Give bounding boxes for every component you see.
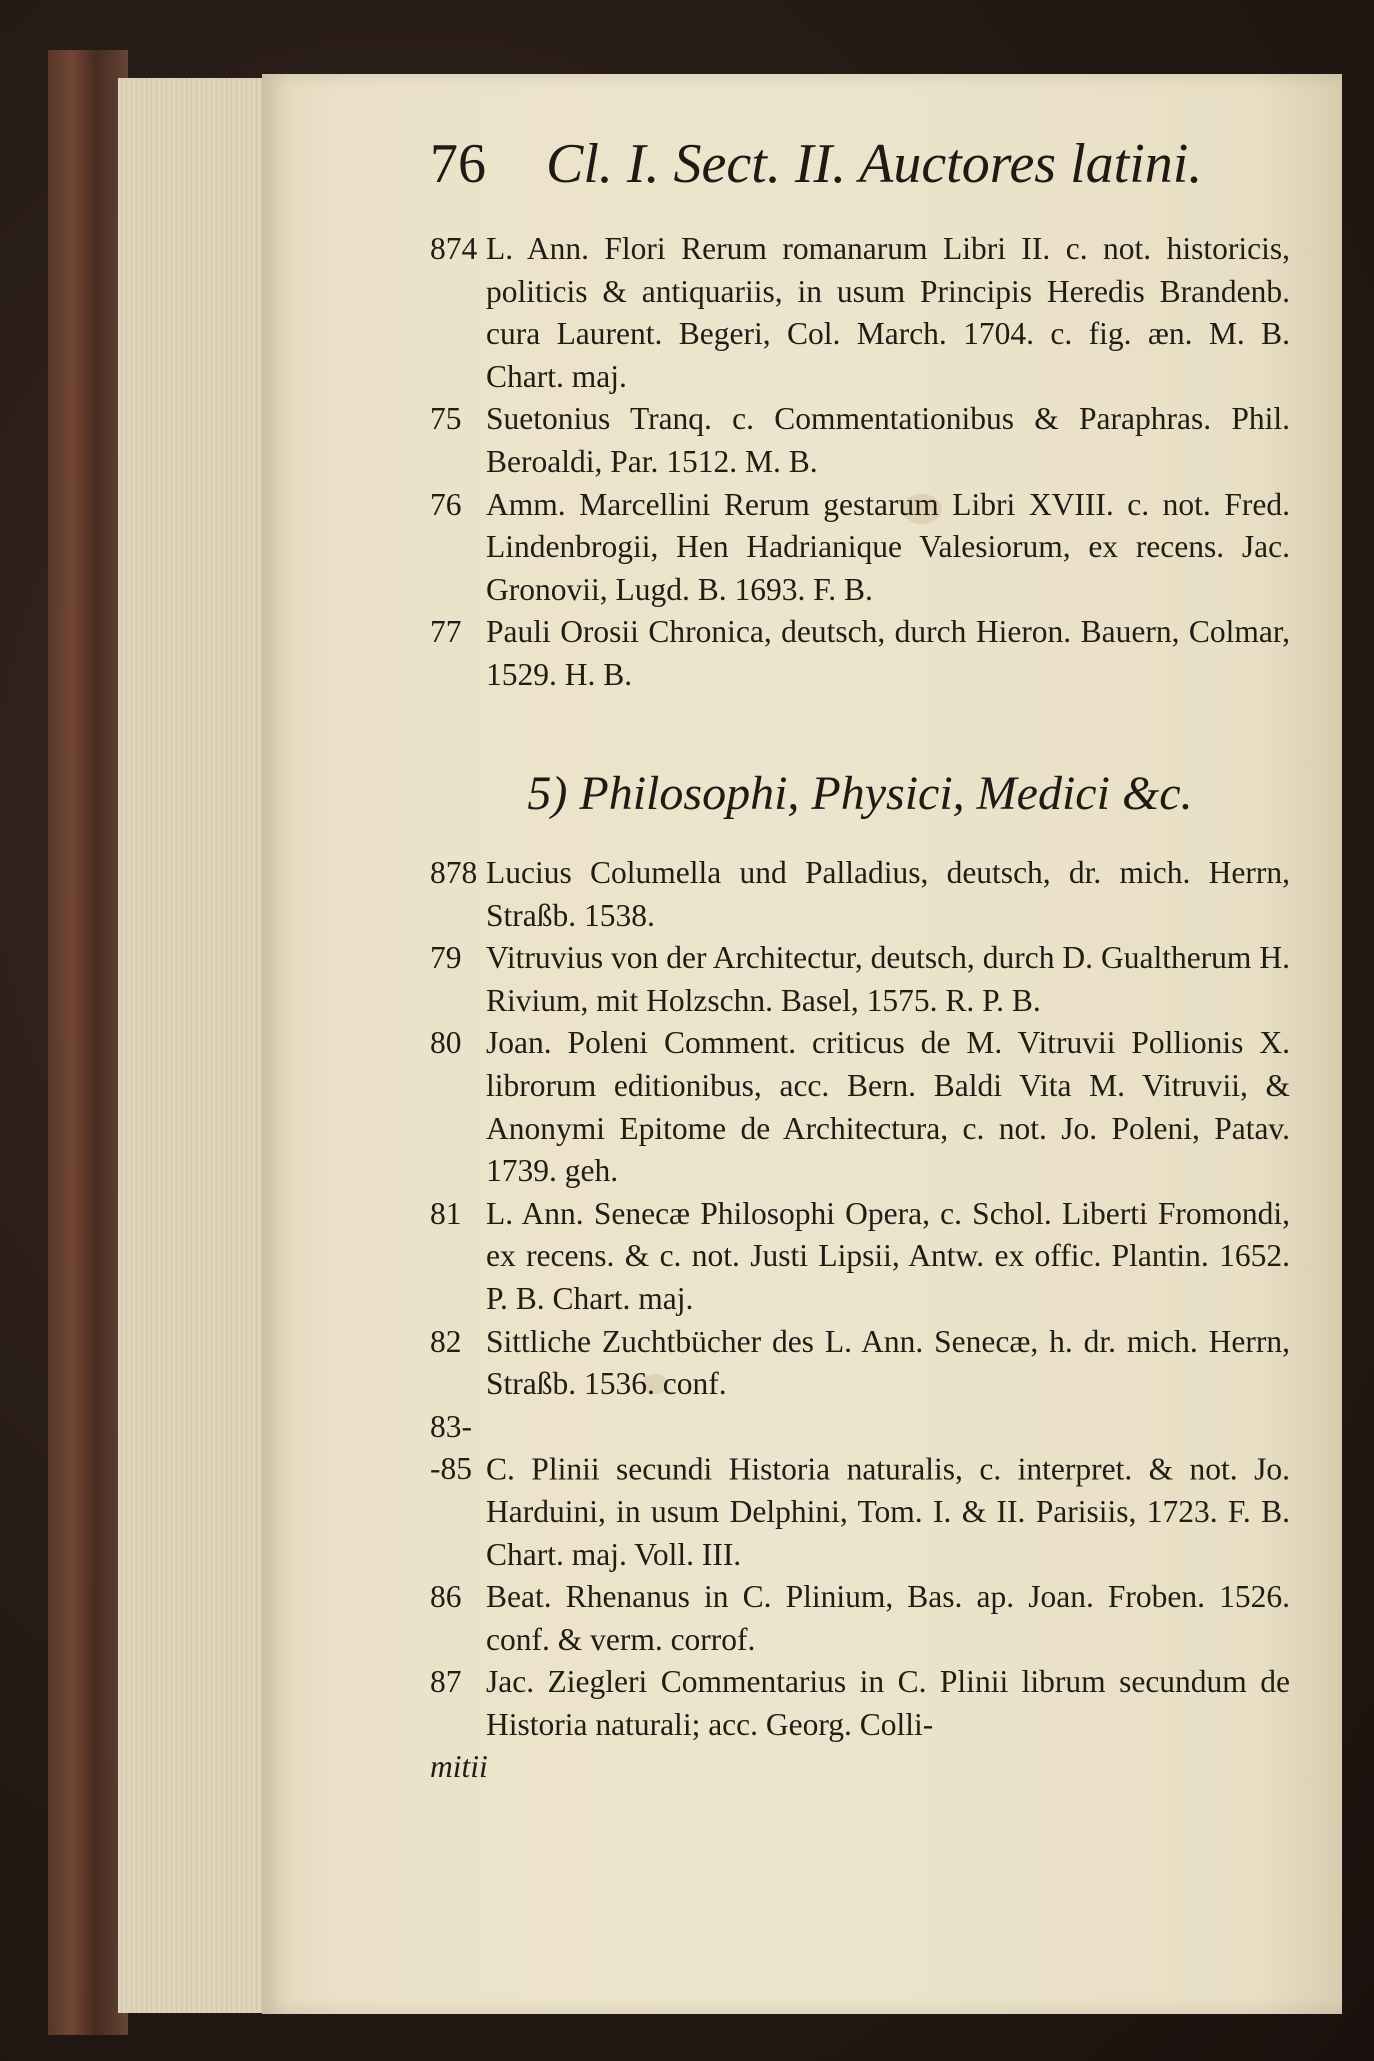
catalog-entry	[430, 1193, 1290, 1321]
entry-text: Sittliche Zuchtbücher des L. Ann. Senecæ, h. dr. mich. Herrn, Straßb. 1536. conf.	[486, 1323, 1290, 1402]
entry-number: 87	[430, 1664, 462, 1700]
entry-number: 86	[430, 1579, 462, 1615]
entry-text: L. Ann. Senecæ Philosophi Opera, c. Schol. Liberti Fromondi, ex recens. & c. not. Justi Lipsii, Antw. ex offic. Plantin. 1652. P. B. Chart. maj.	[486, 1195, 1290, 1316]
entry-text: C. Plinii secundi Historia naturalis, c. interpret. & not. Jo. Harduini, in usum Delphini, Tom. I. & II. Parisiis, 1723. F. B. Chart. maj. Voll. III.	[486, 1451, 1290, 1572]
catalog-entry	[430, 852, 1290, 937]
running-title: Cl. I. Sect. II. Auctores latini.	[546, 133, 1203, 195]
cover-edge	[48, 50, 128, 2035]
entry-text: Amm. Marcellini Rerum gestarum Libri XVIII. c. not. Fred. Lindenbrogii, Hen Hadrianique Valesiorum, ex recens. Jac. Gronovii, Lugd. B. 1693. F. B.	[486, 486, 1290, 607]
catalog-entry	[430, 937, 1290, 1022]
entry-number: 75	[430, 401, 462, 437]
entry-text: Vitruvius von der Architectur, deutsch, durch D. Gualtherum H. Rivium, mit Holzschn. Basel, 1575. R. P. B.	[486, 940, 1290, 1018]
catalog-entry	[430, 1022, 1290, 1192]
entry-number: 83--85	[430, 1408, 472, 1487]
entry-number: 874	[430, 231, 478, 266]
entry-number: 878	[430, 855, 478, 890]
running-header	[430, 132, 1290, 195]
catalog-entry	[430, 611, 1290, 696]
entry-text: Lucius Columella und Palladius, deutsch, dr. mich. Herrn, Straßb. 1538.	[486, 855, 1290, 933]
catalog-entry	[430, 1406, 1290, 1576]
page-stack	[118, 78, 278, 2013]
entries-block-1	[430, 228, 1290, 697]
entries-block-2	[430, 852, 1290, 1789]
entry-number: 79	[430, 940, 462, 976]
entry-number: 77	[430, 614, 462, 650]
entry-number: 81	[430, 1195, 462, 1231]
entry-number: 80	[430, 1025, 462, 1061]
entry-text: Beat. Rhenanus in C. Plinium, Bas. ap. Joan. Froben. 1526. conf. & verm. corrof.	[486, 1579, 1290, 1657]
catalog-entry	[430, 398, 1290, 483]
entry-text: Pauli Orosii Chronica, deutsch, durch Hieron. Bauern, Colmar, 1529. H. B.	[486, 614, 1290, 692]
entry-number: 82	[430, 1323, 462, 1359]
catalog-entry	[430, 1321, 1290, 1406]
catalog-entry	[430, 1576, 1290, 1661]
entry-text: Joan. Poleni Comment. criticus de M. Vitruvii Pollionis X. librorum editionibus, acc. Bern. Baldi Vita M. Vitruvii, & Anonymi Epitome de Architectura, c. not. Jo. Poleni, Patav. 1739. geh.	[486, 1025, 1290, 1189]
entry-number: 76	[430, 486, 462, 522]
page-number: 76	[430, 133, 486, 195]
entry-text: L. Ann. Flori Rerum romanarum Libri II. c. not. historicis, politicis & antiquariis, in usum Principis Heredis Brandenb. cura Laurent. Begeri, Col. March. 1704. c. fig. æn. M. B. Chart. maj.	[486, 231, 1290, 394]
catalog-entry	[430, 228, 1290, 398]
catalog-entry	[430, 1661, 1290, 1746]
section-heading: 5) Philosophi, Physici, Medici &c.	[527, 767, 1193, 820]
catchword: mitii	[430, 1749, 488, 1785]
catalog-entry	[430, 484, 1290, 612]
entry-text: Jac. Ziegleri Commentarius in C. Plinii librum secundum de Historia naturali; acc. Georg. Colli-	[486, 1664, 1290, 1742]
entry-text: Suetonius Tranq. c. Commentationibus & Paraphras. Phil. Beroaldi, Par. 1512. M. B.	[486, 401, 1290, 479]
